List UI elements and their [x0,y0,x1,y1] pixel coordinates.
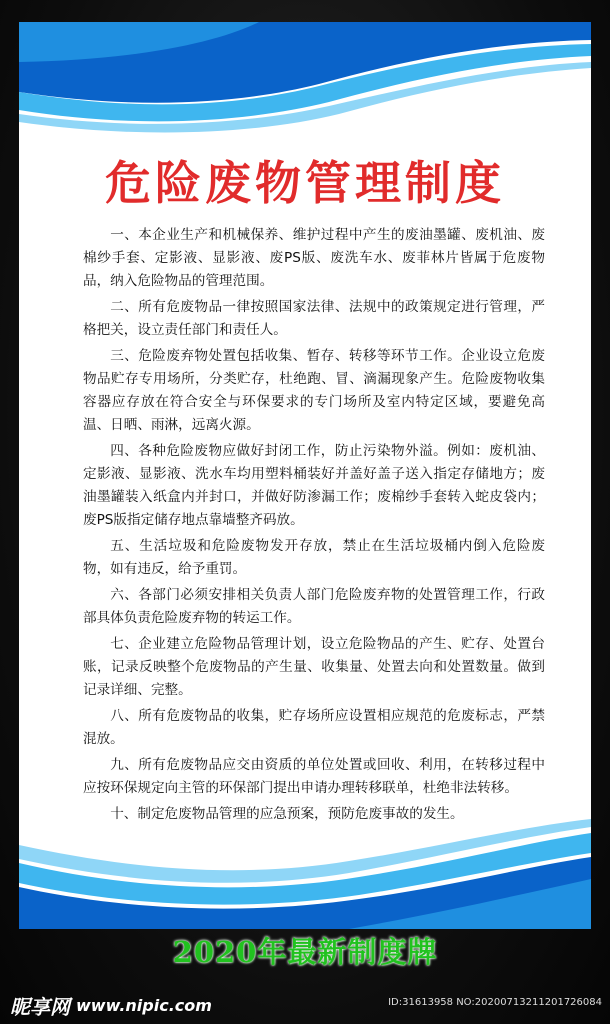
watermark-id: ID:31613958 NO:20200713211201726084 [388,997,602,1008]
regulation-paragraph: 七、企业建立危险物品管理计划，设立危险物品的产生、贮存、处置台账，记录反映整个危废物品的产生量、收集量、处置去向和处置数量。做到记录详细、完整。 [83,636,545,698]
regulation-paragraph: 五、生活垃圾和危险废物发开存放，禁止在生活垃圾桶内倒入危险废物，如有违反，给予重罚。 [83,538,545,577]
regulation-paragraph: 二、所有危废物品一律按照国家法律、法规中的政策规定进行管理，严格把关，设立责任部门和责任人。 [83,299,545,338]
regulation-paragraph: 四、各种危险废物应做好封闭工作，防止污染物外溢。例如：废机油、定影液、显影液、洗水车均用塑料桶装好并盖好盖子送入指定存储地方；废油墨罐装入纸盒内并封口，并做好防渗漏工作；废棉纱手套转入蛇皮袋内；废PS版指定储存地点靠墙整齐码放。 [83,443,545,528]
regulation-body [83,224,545,829]
regulation-paragraph: 三、危险废弃物处置包括收集、暂存、转移等环节工作。企业设立危废物品贮存专用场所，分类贮存，杜绝跑、冒、滴漏现象产生。危险废物收集容器应存放在符合安全与环保要求的专门场所及室内特定区域，要避免高温、日晒、雨淋，远离火源。 [83,348,545,433]
watermark-url: www.nipic.com [76,995,212,1015]
document-title: 危险废物管理制度 [105,156,505,210]
regulation-paragraph: 八、所有危废物品的收集，贮存场所应设置相应规范的危废标志，严禁混放。 [83,708,545,747]
regulation-paragraph: 十、制定危废物品管理的应急预案，预防危废事故的发生。 [110,806,464,822]
watermark [10,990,212,1020]
notice-board [19,22,591,929]
regulation-paragraph: 一、本企业生产和机械保养、维护过程中产生的废油墨罐、废机油、废棉纱手套、定影液、显影液、废PS版、废洗车水、废菲林片皆属于危废物品，纳入危险物品的管理范围。 [83,227,545,289]
regulation-paragraph: 六、各部门必须安排相关负责人部门危险废弃物的处置管理工作，行政部具体负责危险废弃物的转运工作。 [83,587,545,626]
watermark-logo: 昵享网 [10,994,70,1019]
bottom-wave-decoration [19,809,591,929]
regulation-paragraph: 九、所有危废物品应交由资质的单位处置或回收、利用，在转移过程中应按环保规定向主管的环保部门提出申请办理转移联单，杜绝非法转移。 [83,757,545,796]
footer-banner: 2020年最新制度牌 [172,935,438,969]
top-wave-decoration [19,22,591,142]
